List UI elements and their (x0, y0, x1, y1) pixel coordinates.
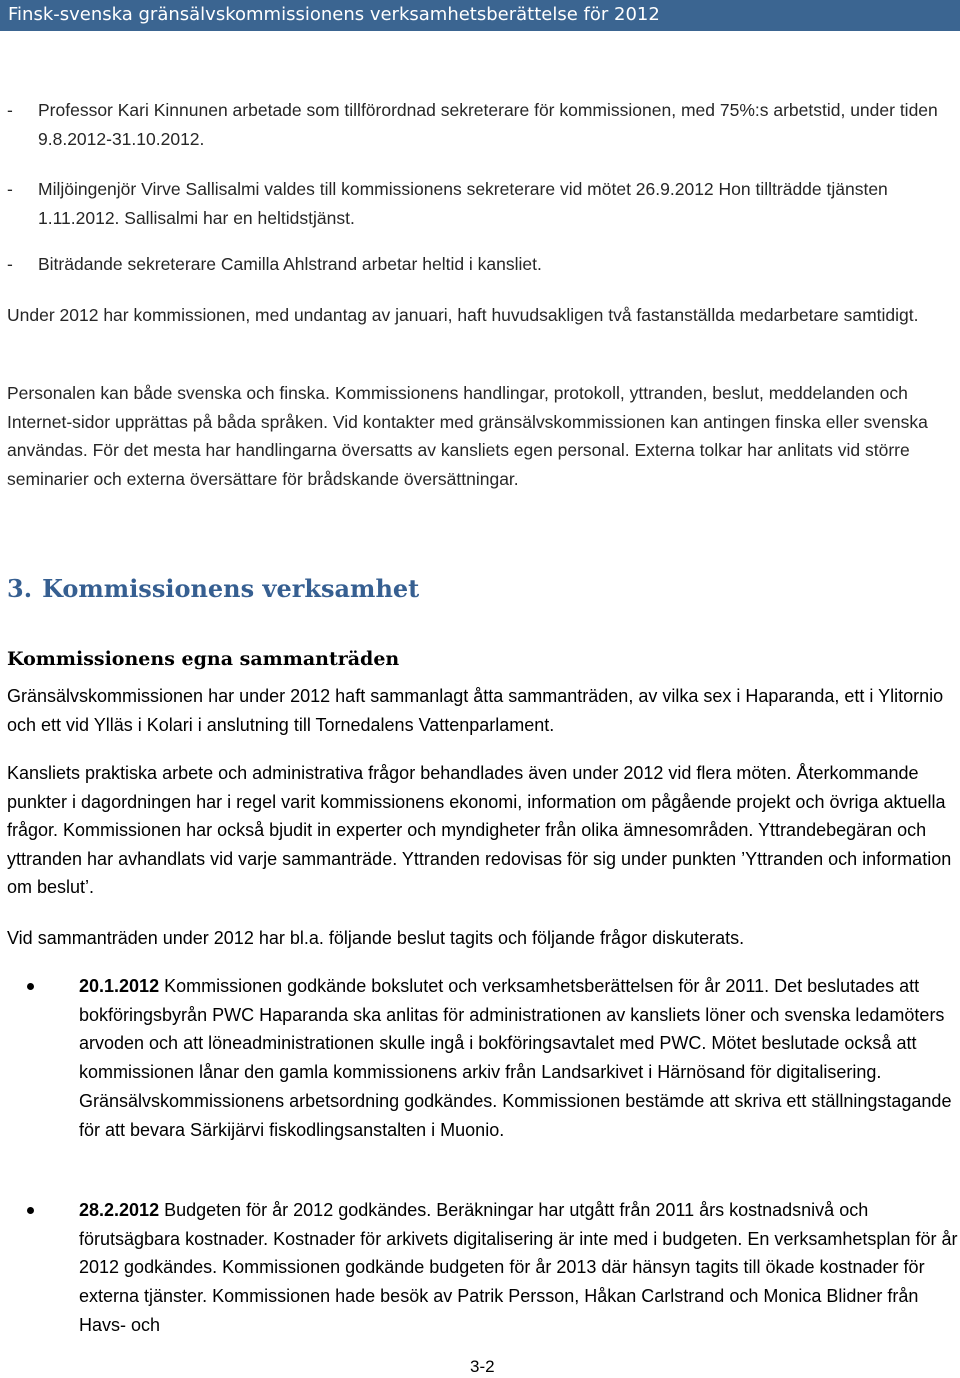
meeting-text: Kommissionen godkände bokslutet och verksamhetsberättelsen för år 2011. Det beslutades att bokföringsbyrån PWC Haparanda ska anlitas för administrationen av kansliets löner och svenska ledamöters arvoden och att löneadministrationen skulle ingå i bokföringsavtalet med PWC. Mötet beslutade också att kommissionen lånar den gamla kommissionens arkiv från Landsarkivet i Härnösand för digitalisering. Gränsälvskommissionens arbetsordning godkändes. Kommissionen bestämde att skriva ett ställningstagande för att bevara Särkijärvi fiskodlingsanstalten i Muonio. (79, 976, 952, 1140)
section-heading (7, 574, 419, 604)
staff-item (7, 96, 950, 153)
section-title: Kommissionens verksamhet (42, 574, 420, 603)
document-title: Finsk-svenska gränsälvskommissionens verksamhetsberättelse för 2012 (8, 4, 660, 25)
meeting-text: Budgeten för år 2012 godkändes. Beräkningar har utgått från 2011 års kostnadsnivå och förutsägbara kostnader. Kostnader för arkivets digitalisering är inte med i budgeten. En verksamhetsplan för år 2012 godkändes. Kommissionen godkände budgeten för år 2013 där hänsyn tagits till ökade kostnader för externa tjänster. Kommissionen hade besök av Patrik Persson, Håkan Carlstrand och Monica Blidner från Havs- och (79, 1200, 958, 1335)
staff-item (7, 250, 950, 279)
dash-marker: - (7, 179, 13, 199)
staff-item-text: Miljöingenjör Virve Sallisalmi valdes till kommissionens sekreterare vid mötet 26.9.2012 Hon tillträdde tjänsten 1.11.2012. Sallisalmi har en heltidstjänst. (38, 179, 888, 228)
subsection-heading: Kommissionens egna sammanträden (7, 648, 400, 670)
paragraph-meetings: Gränsälvskommissionen har under 2012 haft sammanlagt åtta sammanträden, av vilka sex i Haparanda, ett i Ylitornio och ett vid Ylläs i Kolari i anslutning till Tornedalens Vattenparlament. (7, 686, 944, 735)
meeting-item (79, 972, 960, 1144)
meeting-date: 20.1.2012 (79, 976, 160, 996)
meeting-item (79, 1196, 960, 1340)
staff-item (7, 175, 950, 232)
meeting-date: 28.2.2012 (79, 1200, 160, 1220)
bullet-dot-icon (27, 1207, 34, 1214)
staff-item-text: Professor Kari Kinnunen arbetade som tillförordnad sekreterare för kommissionen, med 75%:s arbetstid, under tiden 9.8.2012-31.10.2012. (38, 100, 938, 149)
paragraph-office: Kansliets praktiska arbete och administrativa frågor behandlades även under 2012 vid flera möten. Återkommande punkter i dagordningen har i regel varit kommissionens ekonomi, information om pågående projekt och övriga aktuella frågor. Kommissionen har också bjudit in experter och myndigheter från olika ämnesområden. Yttrandebegäran och yttranden har avhandlats vid varje sammanträde. Yttranden redovisas för sig under punkten ’Yttranden och information om beslut’. (7, 763, 952, 898)
paragraph-language: Personalen kan både svenska och finska. Kommissionens handlingar, protokoll, yttranden, beslut, meddelanden och Internet-sidor upprättas på båda språken. Vid kontakter med gränsälvskommissionen kan antingen finska eller svenska användas. För det mesta har handlingarna översatts av kansliets egen personal. Externa tolkar har anlitats vid större seminarier och externa översättare för brådskande översättningar. (7, 383, 928, 489)
section-number: 3. (7, 574, 33, 603)
paragraph-staffing: Under 2012 har kommissionen, med undantag av januari, haft huvudsakligen två fastanställda medarbetare samtidigt. (7, 305, 919, 325)
dash-marker: - (7, 254, 13, 274)
header-bar (0, 0, 960, 31)
bullet-dot-icon (27, 983, 34, 990)
paragraph-intro: Vid sammanträden under 2012 har bl.a. följande beslut tagits och följande frågor diskuterats. (7, 928, 745, 948)
page-number: 3-2 (470, 1357, 495, 1376)
dash-marker: - (7, 100, 13, 120)
staff-item-text: Biträdande sekreterare Camilla Ahlstrand arbetar heltid i kansliet. (38, 254, 542, 274)
